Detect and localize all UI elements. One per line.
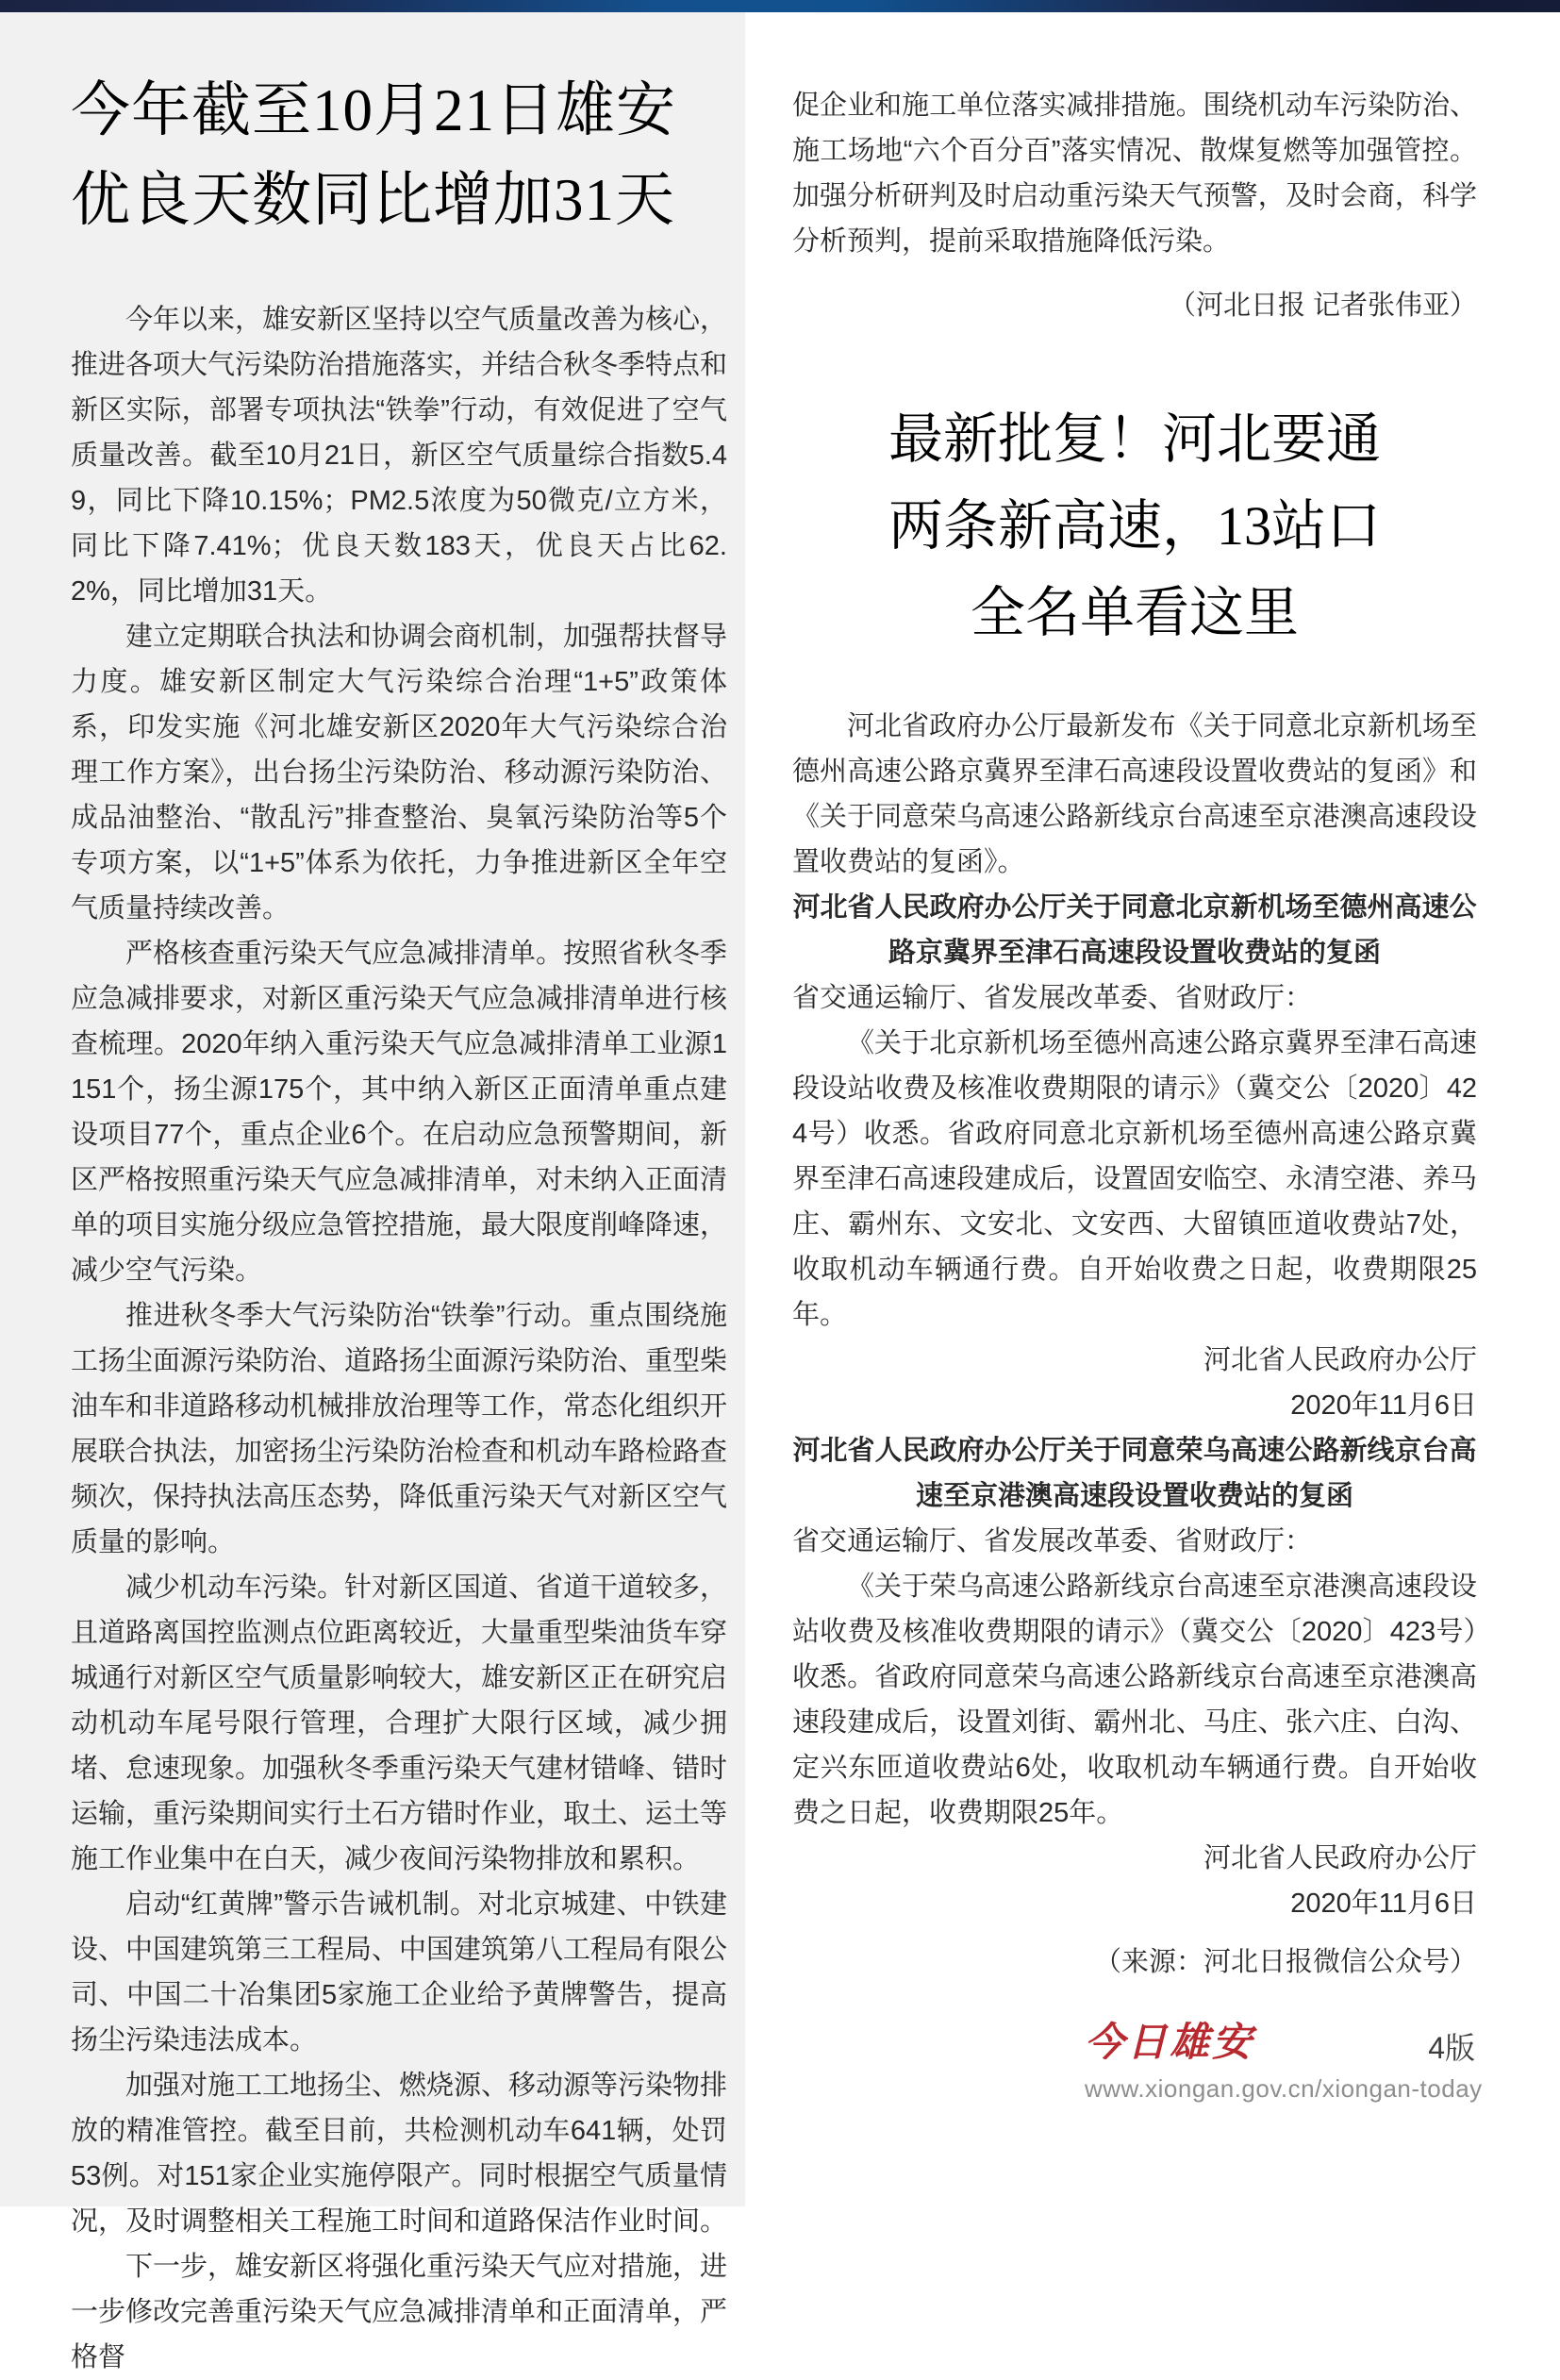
letter2-date: 2020年11月6日 xyxy=(1290,1889,1477,1919)
article1-paragraph-3: 严格核查重污染天气应急减排清单。按照省秋冬季应急减排要求，对新区重污染天气应急减排清单进行核查梳理。2020年纳入重污染天气应急减排清单工业源1151个，扬尘源175个，其中纳入新区正面清单重点建设项目77个，重点企业6个。在启动应急预警期间，新区严格按照重污染天气应急减排清单，对未纳入正面清单的项目实施分级应急管控措施，最大限度削峰降速，减少空气污染。 xyxy=(71,939,728,1286)
article1-body xyxy=(71,297,727,2380)
article1-paragraph-5: 减少机动车污染。针对新区国道、省道干道较多，且道路离国控监测点位距离较近，大量重型柴油货车穿城通行对新区空气质量影响较大，雄安新区正在研究启动机动车尾号限行管理，合理扩大限行区域，减少拥堵、怠速现象。加强秋冬季重污染天气建材错峰、错时运输，重污染期间实行土石方错时作业，取土、运土等施工作业集中在白天，减少夜间污染物排放和累积。 xyxy=(71,1573,728,1874)
article2-intro: 河北省政府办公厅最新发布《关于同意北京新机场至德州高速公路京冀界至津石高速段设置收费站的复函》和《关于同意荣乌高速公路新线京台高速至京港澳高速段设置收费站的复函》。 xyxy=(792,711,1477,877)
site-url: www.xiongan.gov.cn/xiongan-today xyxy=(1085,2074,1483,2104)
article1-continuation-paragraph: 促企业和施工单位落实减排措施。围绕机动车污染防治、施工场地“六个百分百”落实情况、散煤复燃等加强管控。加强分析研判及时启动重污染天气预警，及时会商，科学分析预判，提前采取措施降低污染。 xyxy=(792,91,1477,257)
letter1-date: 2020年11月6日 xyxy=(1290,1390,1477,1421)
letter2-body: 《关于荣乌高速公路新线京台高速至京港澳高速段设站收费及核准收费期限的请示》（冀交公〔2020〕423号）收悉。省政府同意荣乌高速公路新线京台高速至京港澳高速段建成后，设置刘街、霸州北、马庄、张六庄、白沟、定兴东匝道收费站6处，收取机动车辆通行费。自开始收费之日起，收费期限25年。 xyxy=(792,1572,1477,1828)
article2-title-line3: 全名单看这里 xyxy=(970,582,1299,643)
left-article xyxy=(71,66,727,2380)
article1-byline: （河北日报 记者张伟亚） xyxy=(1168,291,1477,321)
article1-paragraph-7: 加强对施工工地扬尘、燃烧源、移动源等污染物排放的精准管控。截至目前，共检测机动车641辆，处罚53例。对151家企业实施停限产。同时根据空气质量情况，及时调整相关工程施工时间和道路保洁作业时间。 xyxy=(71,2071,728,2237)
article1-paragraph-6: 启动“红黄牌”警示告诫机制。对北京城建、中铁建设、中国建筑第三工程局、中国建筑第八工程局有限公司、中国二十冶集团5家施工企业给予黄牌警告，提高扬尘污染违法成本。 xyxy=(71,1889,728,2055)
letter1-heading: 河北省人民政府办公厅关于同意北京新机场至德州高速公路京冀界至津石高速段设置收费站的复函 xyxy=(792,892,1477,968)
article1-paragraph-1: 今年以来，雄安新区坚持以空气质量改善为核心，推进各项大气污染防治措施落实，并结合秋冬季特点和新区实际，部署专项执法“铁拳”行动，有效促进了空气质量改善。截至10月21日，新区空气质量综合指数5.49，同比下降10.15%；PM2.5浓度为50微克/立方米，同比下降7.41%；优良天数183天，优良天占比62.2%，同比增加31天。 xyxy=(71,305,728,607)
page-footer xyxy=(1085,2022,1483,2104)
article1-paragraph-2: 建立定期联合执法和协调会商机制，加强帮扶督导力度。雄安新区制定大气污染综合治理“1+5”政策体系，印发实施《河北雄安新区2020年大气污染综合治理工作方案》，出台扬尘污染防治、移动源污染防治、成品油整治、“散乱污”排查整治、臭氧污染防治等5个专项方案，以“1+5”体系为依托，力争推进新区全年空气质量持续改善。 xyxy=(71,622,728,924)
article2-body xyxy=(792,704,1477,1985)
article1-title xyxy=(71,66,727,245)
article1-paragraph-8: 下一步，雄安新区将强化重污染天气应对措施，进一步修改完善重污染天气应急减排清单和正面清单，严格督 xyxy=(71,2252,728,2372)
article2-title xyxy=(792,396,1477,657)
letter2-salutation: 省交通运输厅、省发展改革委、省财政厅： xyxy=(792,1526,1313,1556)
letter2-signature: 河北省人民政府办公厅 xyxy=(1203,1843,1477,1873)
top-accent-bar xyxy=(0,0,1560,12)
article1-title-line2: 优良天数同比增加31天 xyxy=(71,167,675,233)
letter2-heading: 河北省人民政府办公厅关于同意荣乌高速公路新线京台高速至京港澳高速段设置收费站的复函 xyxy=(792,1436,1477,1511)
letter1-signature: 河北省人民政府办公厅 xyxy=(1203,1345,1477,1375)
article2-title-line2: 两条新高速，13站口 xyxy=(888,495,1381,557)
footer-brand-row xyxy=(1085,2022,1475,2065)
article1-title-line1: 今年截至10月21日雄安 xyxy=(71,77,676,143)
page-number: 4版 xyxy=(1428,2031,1475,2065)
article1-continuation xyxy=(792,83,1477,328)
right-column xyxy=(792,83,1477,1985)
jinri-xiongan-logo: 今日雄安 xyxy=(1085,2022,1255,2065)
article1-paragraph-4: 推进秋冬季大气污染防治“铁拳”行动。重点围绕施工扬尘面源污染防治、道路扬尘面源污染防治、重型柴油车和非道路移动机械排放治理等工作，常态化组织开展联合执法，加密扬尘污染防治检查和机动车路检路查频次，保持执法高压态势，降低重污染天气对新区空气质量的影响。 xyxy=(71,1301,728,1557)
article2-source-note: （来源：河北日报微信公众号） xyxy=(1093,1947,1477,1977)
letter1-salutation: 省交通运输厅、省发展改革委、省财政厅： xyxy=(792,983,1313,1013)
letter1-body: 《关于北京新机场至德州高速公路京冀界至津石高速段设站收费及核准收费期限的请示》（冀交公〔2020〕424号）收悉。省政府同意北京新机场至德州高速公路京冀界至津石高速段建成后，设置固安临空、永清空港、养马庄、霸州东、文安北、文安西、大留镇匝道收费站7处，收取机动车辆通行费。自开始收费之日起，收费期限25年。 xyxy=(792,1028,1477,1330)
article2-title-line1: 最新批复！河北要通 xyxy=(888,408,1381,470)
